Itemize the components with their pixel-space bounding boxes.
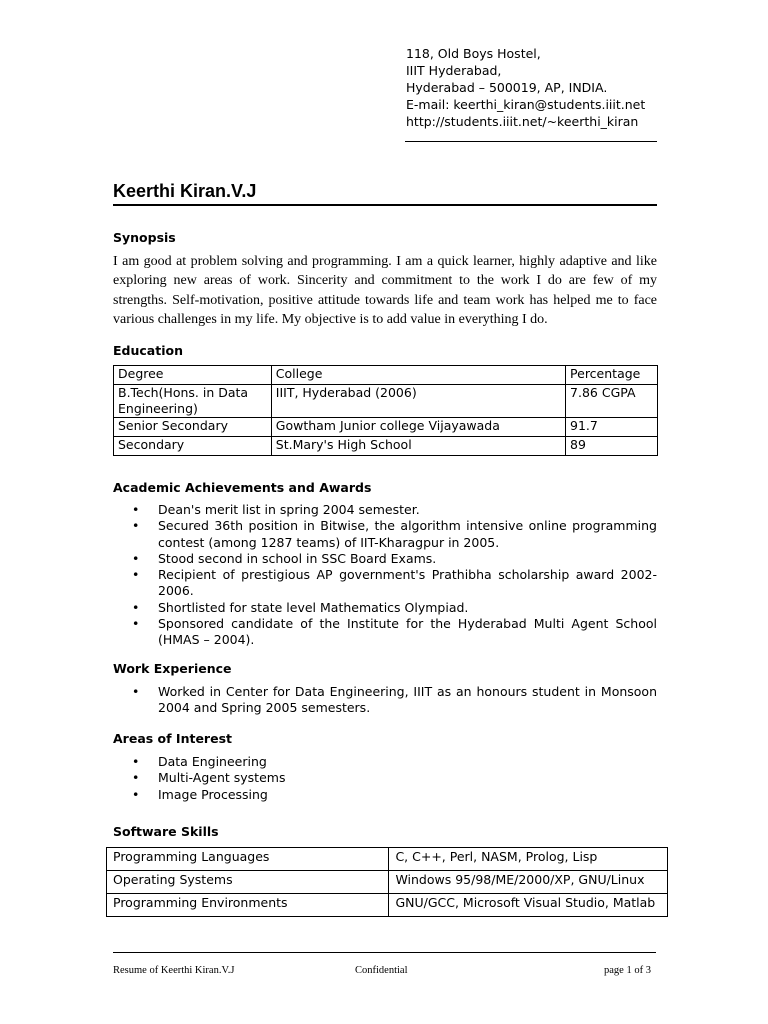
college-cell: St.Mary's High School bbox=[271, 437, 565, 456]
work-list bbox=[113, 684, 657, 717]
list-item: • Worked in Center for Data Engineering, IIIT as an honours student in Monsoon 2004 and Spring 2005 semesters. bbox=[113, 684, 657, 717]
table-row bbox=[107, 894, 668, 917]
candidate-name: Keerthi Kiran.V.J bbox=[113, 181, 257, 201]
education-heading: Education bbox=[113, 343, 183, 358]
skill-values: GNU/GCC, Microsoft Visual Studio, Matlab bbox=[389, 894, 668, 917]
skills-heading: Software Skills bbox=[113, 824, 219, 839]
college-cell: IIIT, Hyderabad (2006) bbox=[271, 385, 565, 418]
percentage-cell: 7.86 CGPA bbox=[566, 385, 658, 418]
skill-values: Windows 95/98/ME/2000/XP, GNU/Linux bbox=[389, 871, 668, 894]
work-heading: Work Experience bbox=[113, 661, 232, 676]
footer-left: Resume of Keerthi Kiran.V.J bbox=[113, 965, 235, 976]
list-item: • Sponsored candidate of the Institute for the Hyderabad Multi Agent School (HMAS – 2004). bbox=[113, 616, 657, 649]
list-item: • Secured 36th position in Bitwise, the algorithm intensive online programming contest (among 1287 teams) of IIT-Kharagpur in 2005. bbox=[113, 518, 657, 551]
synopsis-heading: Synopsis bbox=[113, 230, 176, 245]
homepage-url: http://students.iiit.net/~keerthi_kiran bbox=[406, 114, 639, 129]
education-table bbox=[113, 365, 658, 456]
name-divider bbox=[113, 204, 657, 206]
interests-heading: Areas of Interest bbox=[113, 731, 232, 746]
table-row bbox=[107, 848, 668, 871]
synopsis-text: I am good at problem solving and programming. I am a quick learner, highly adaptive and like exploring new areas of work. Sincerity and commitment to the work I do are few of my strengths. Self-motivation, positive attitude towards life and team work has helped me to face various challenges in my life. My objective is to add value in everything I do. bbox=[113, 254, 657, 328]
header-degree: Degree bbox=[114, 366, 272, 385]
address-line-3: Hyderabad – 500019, AP, INDIA. bbox=[406, 80, 608, 95]
list-item: • Stood second in school in SSC Board Exams. bbox=[113, 551, 657, 567]
table-row bbox=[107, 871, 668, 894]
page-number: page 1 of 3 bbox=[604, 965, 651, 976]
table-header-row bbox=[114, 366, 658, 385]
college-cell: Gowtham Junior college Vijayawada bbox=[271, 418, 565, 437]
header-percentage: Percentage bbox=[566, 366, 658, 385]
skills-table bbox=[106, 847, 668, 917]
skill-category: Programming Environments bbox=[107, 894, 389, 917]
skill-category: Operating Systems bbox=[107, 871, 389, 894]
table-row bbox=[114, 385, 658, 418]
list-item: • Image Processing bbox=[113, 787, 657, 803]
header-college: College bbox=[271, 366, 565, 385]
list-item: • Shortlisted for state level Mathematics Olympiad. bbox=[113, 600, 657, 616]
degree-cell: B.Tech(Hons. in Data Engineering) bbox=[114, 385, 272, 418]
achievements-heading: Academic Achievements and Awards bbox=[113, 480, 372, 495]
skill-category: Programming Languages bbox=[107, 848, 389, 871]
address-line-2: IIIT Hyderabad, bbox=[406, 63, 502, 78]
interests-list bbox=[113, 754, 657, 803]
achievements-list bbox=[113, 502, 657, 649]
degree-cell: Secondary bbox=[114, 437, 272, 456]
list-item: • Dean's merit list in spring 2004 semester. bbox=[113, 502, 657, 518]
address-line-1: 118, Old Boys Hostel, bbox=[406, 46, 541, 61]
skill-values: C, C++, Perl, NASM, Prolog, Lisp bbox=[389, 848, 668, 871]
table-row bbox=[114, 418, 658, 437]
email: E-mail: keerthi_kiran@students.iiit.net bbox=[406, 97, 646, 112]
address-divider bbox=[405, 141, 657, 142]
footer-center: Confidential bbox=[355, 965, 408, 976]
degree-cell: Senior Secondary bbox=[114, 418, 272, 437]
list-item: • Multi-Agent systems bbox=[113, 770, 657, 786]
footer-divider bbox=[113, 952, 656, 953]
address-block bbox=[406, 45, 645, 130]
table-row bbox=[114, 437, 658, 456]
list-item: • Recipient of prestigious AP government's Prathibha scholarship award 2002-2006. bbox=[113, 567, 657, 600]
list-item: • Data Engineering bbox=[113, 754, 657, 770]
percentage-cell: 89 bbox=[566, 437, 658, 456]
percentage-cell: 91.7 bbox=[566, 418, 658, 437]
